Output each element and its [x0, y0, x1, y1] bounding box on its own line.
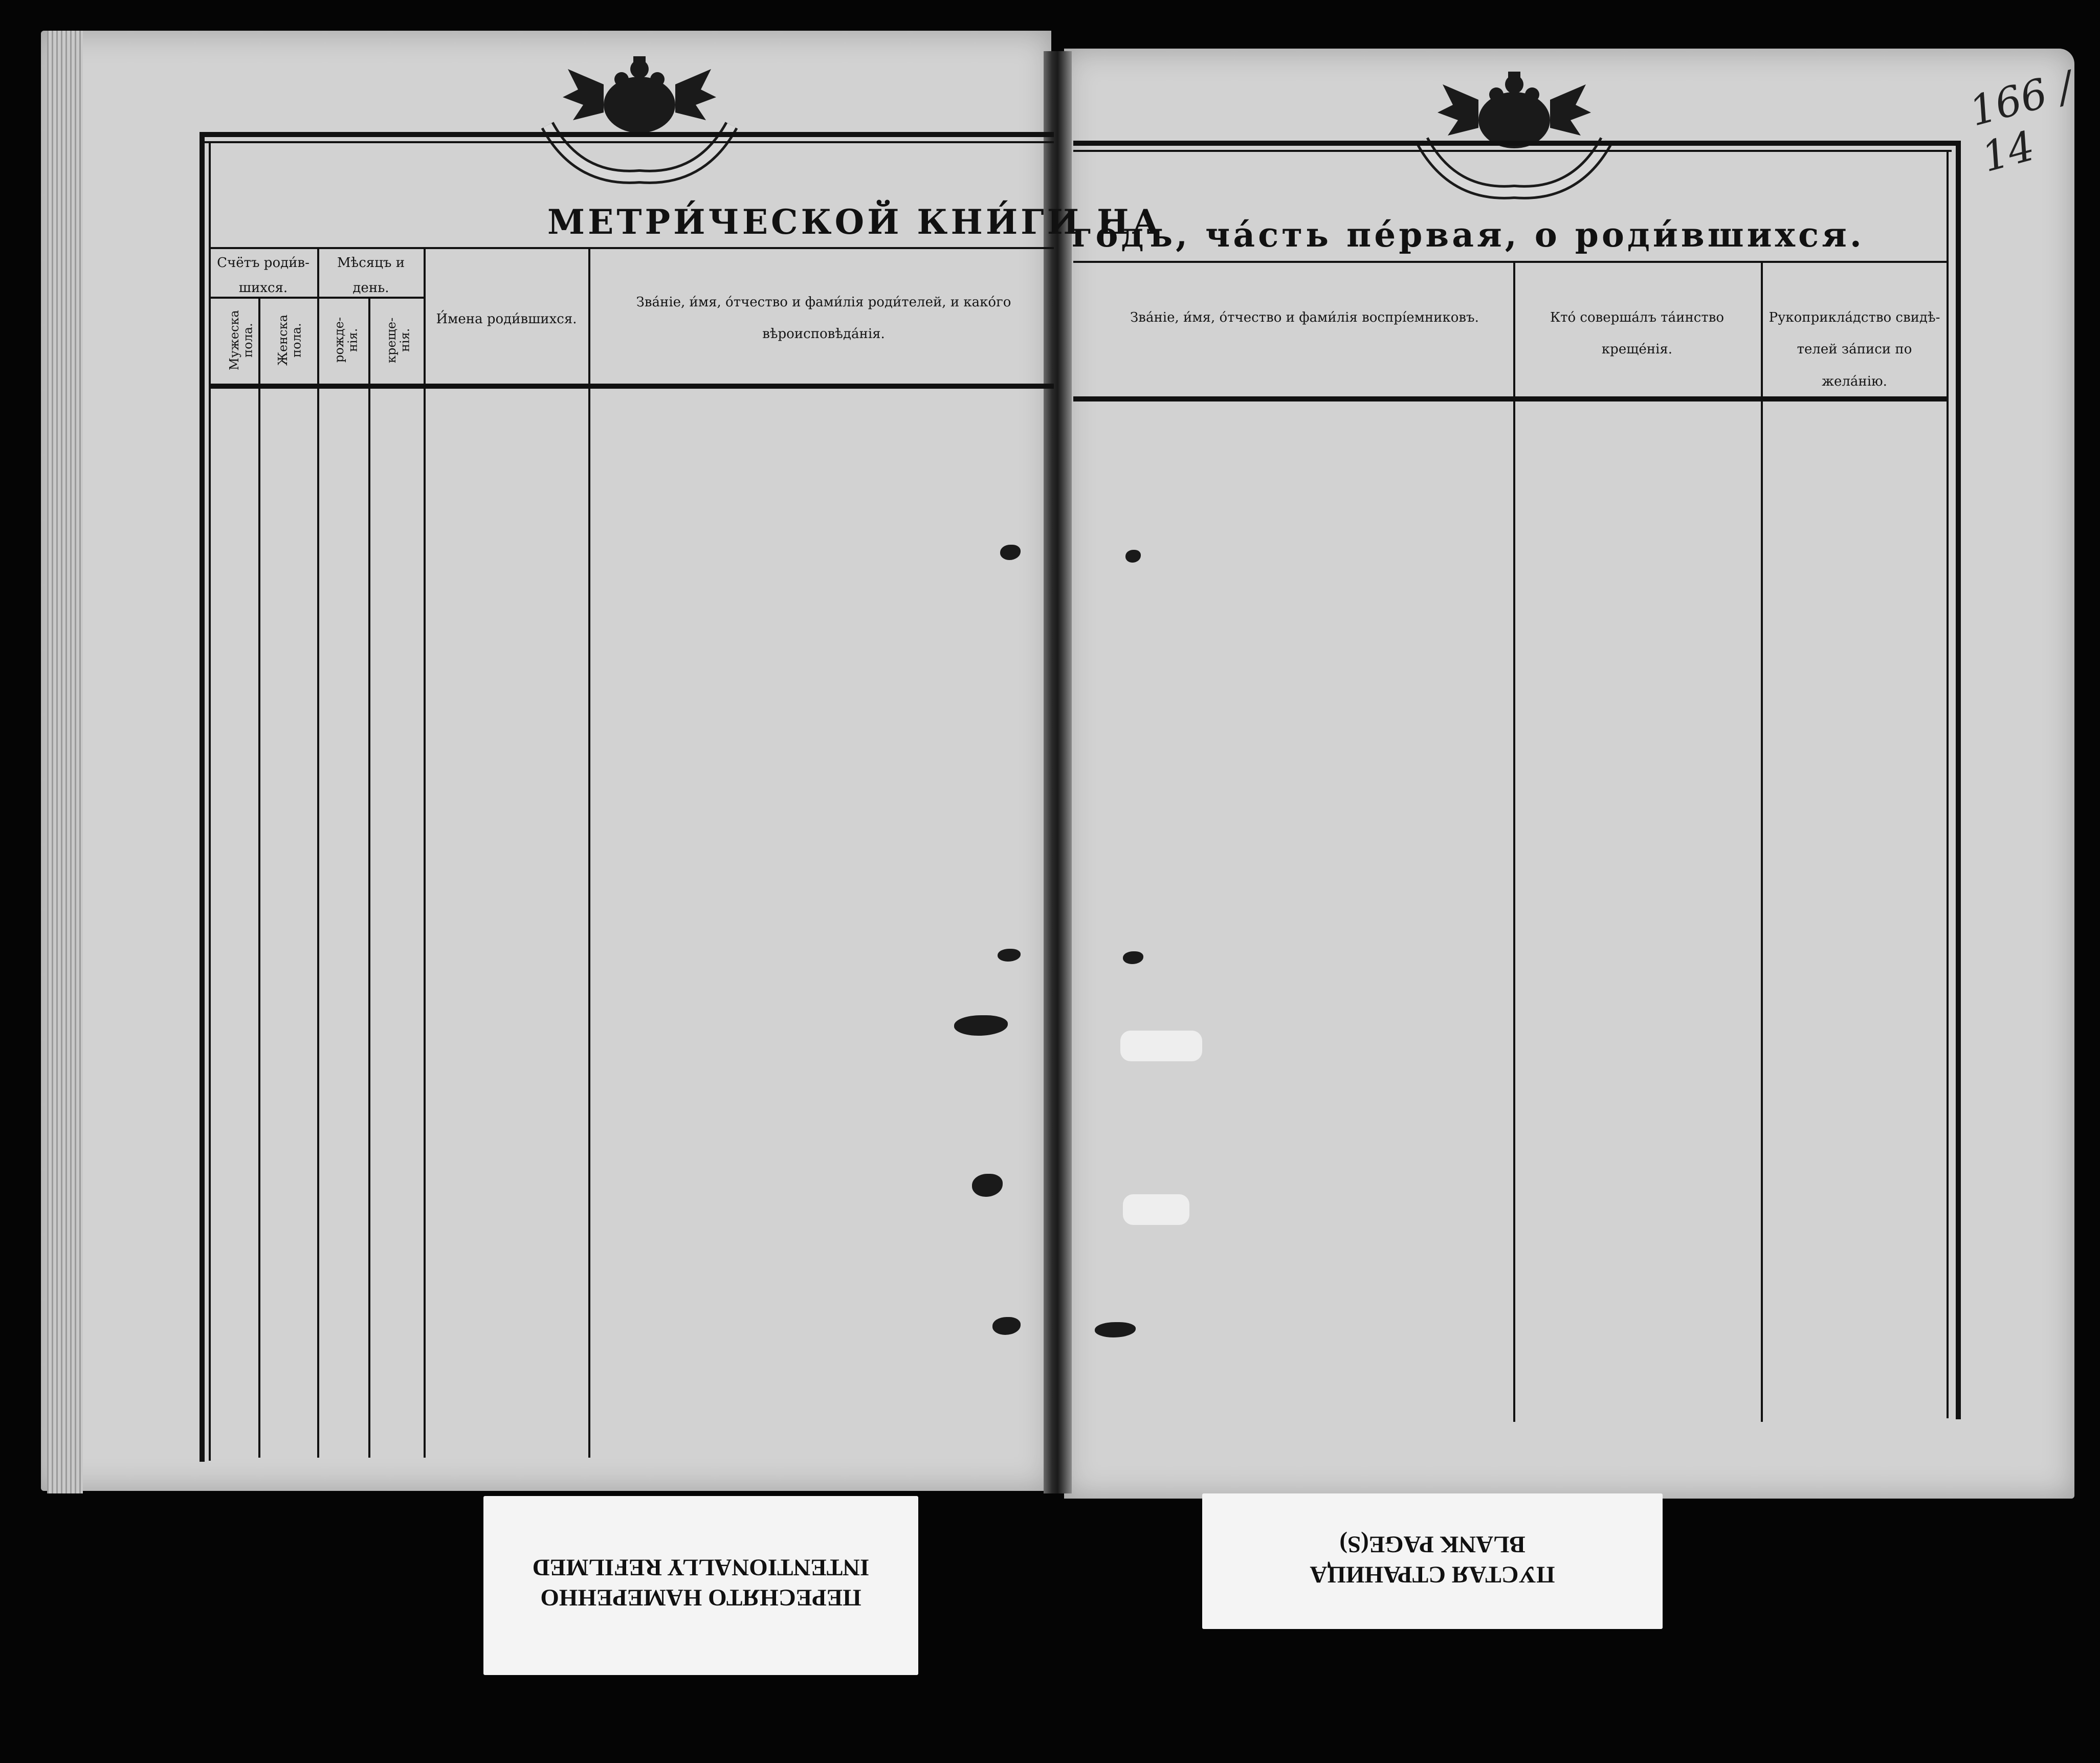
right-page: [1064, 49, 2074, 1499]
page-edges: [47, 31, 83, 1493]
eagle-emblem-right-icon: [1412, 64, 1617, 202]
col-divider-5: [588, 247, 590, 1458]
col-divider-1: [258, 297, 260, 1458]
right-header-top-rule: [1073, 261, 1947, 263]
header-birth: рожде-нія.: [332, 317, 360, 363]
col-divider-2: [317, 247, 319, 1458]
left-header-bottom-rule: [209, 384, 1054, 389]
refilmed-slip-text: ПЕРЕСНЯТО НАМЕРЕННО INTENTIONALLY REFILMED: [532, 1554, 870, 1611]
header-female: Женска пола.: [276, 315, 304, 366]
header-male: Мужеска пола.: [227, 310, 255, 370]
right-top-rule: [1073, 141, 1961, 146]
right-col-divider-1: [1513, 261, 1515, 1422]
right-page-title: го́дъ, ча́сть пе́рвая, о роди́вшихся.: [1072, 215, 1865, 255]
eagle-emblem-left-icon: [537, 49, 742, 187]
left-outer-border-thin: [209, 141, 211, 1461]
left-top-rule-thin: [202, 141, 1054, 143]
left-page-title: МЕТРИ́ЧЕСКОЙ КНИ́ГИ НА: [547, 202, 1163, 242]
left-outer-border: [200, 132, 205, 1462]
left-page: [41, 31, 1051, 1491]
book-spine: [1044, 51, 1072, 1493]
refilmed-slip: [483, 1496, 918, 1675]
paper-tear: [1123, 1194, 1189, 1225]
header-godparents: Зва́ніе, и́мя, о́тчество и фами́лія воспрі́емниковъ.: [1130, 310, 1479, 325]
header-names: И́мена роди́вшихся.: [436, 311, 577, 327]
right-outer-border: [1956, 141, 1961, 1419]
right-outer-border-thin: [1947, 150, 1949, 1418]
right-col-divider-2: [1761, 261, 1763, 1422]
header-priest: Кто́ соверша́лъ та́инство креще́нія.: [1550, 310, 1725, 358]
paper-tear: [1120, 1031, 1202, 1061]
header-signatures: Рукоприкла́дство свидѣ-телей за́писи по жела́нію.: [1769, 310, 1940, 389]
col-divider-4: [424, 247, 426, 1458]
header-parents: Зва́ніе, и́мя, о́тчество и фами́лія роди́телей, и како́го вѣроисповѣда́нія.: [636, 295, 1011, 342]
right-top-rule-thin: [1073, 150, 1952, 152]
col-divider-3: [368, 297, 370, 1458]
header-month-group: Мѣсяцъ и день.: [337, 255, 405, 296]
blank-page-slip: [1202, 1493, 1663, 1629]
handwritten-folio-number: 166 / 14: [1964, 62, 2079, 182]
left-header-top-rule: [209, 247, 1054, 249]
blank-page-slip-text: ПУСТАЯ СТРАНИЦА BLANK PAGE(S): [1310, 1531, 1555, 1588]
left-top-rule: [200, 132, 1054, 137]
header-baptism: креще-нія.: [384, 317, 412, 363]
header-count-group: Счётъ роди́в-шихся.: [217, 255, 310, 296]
